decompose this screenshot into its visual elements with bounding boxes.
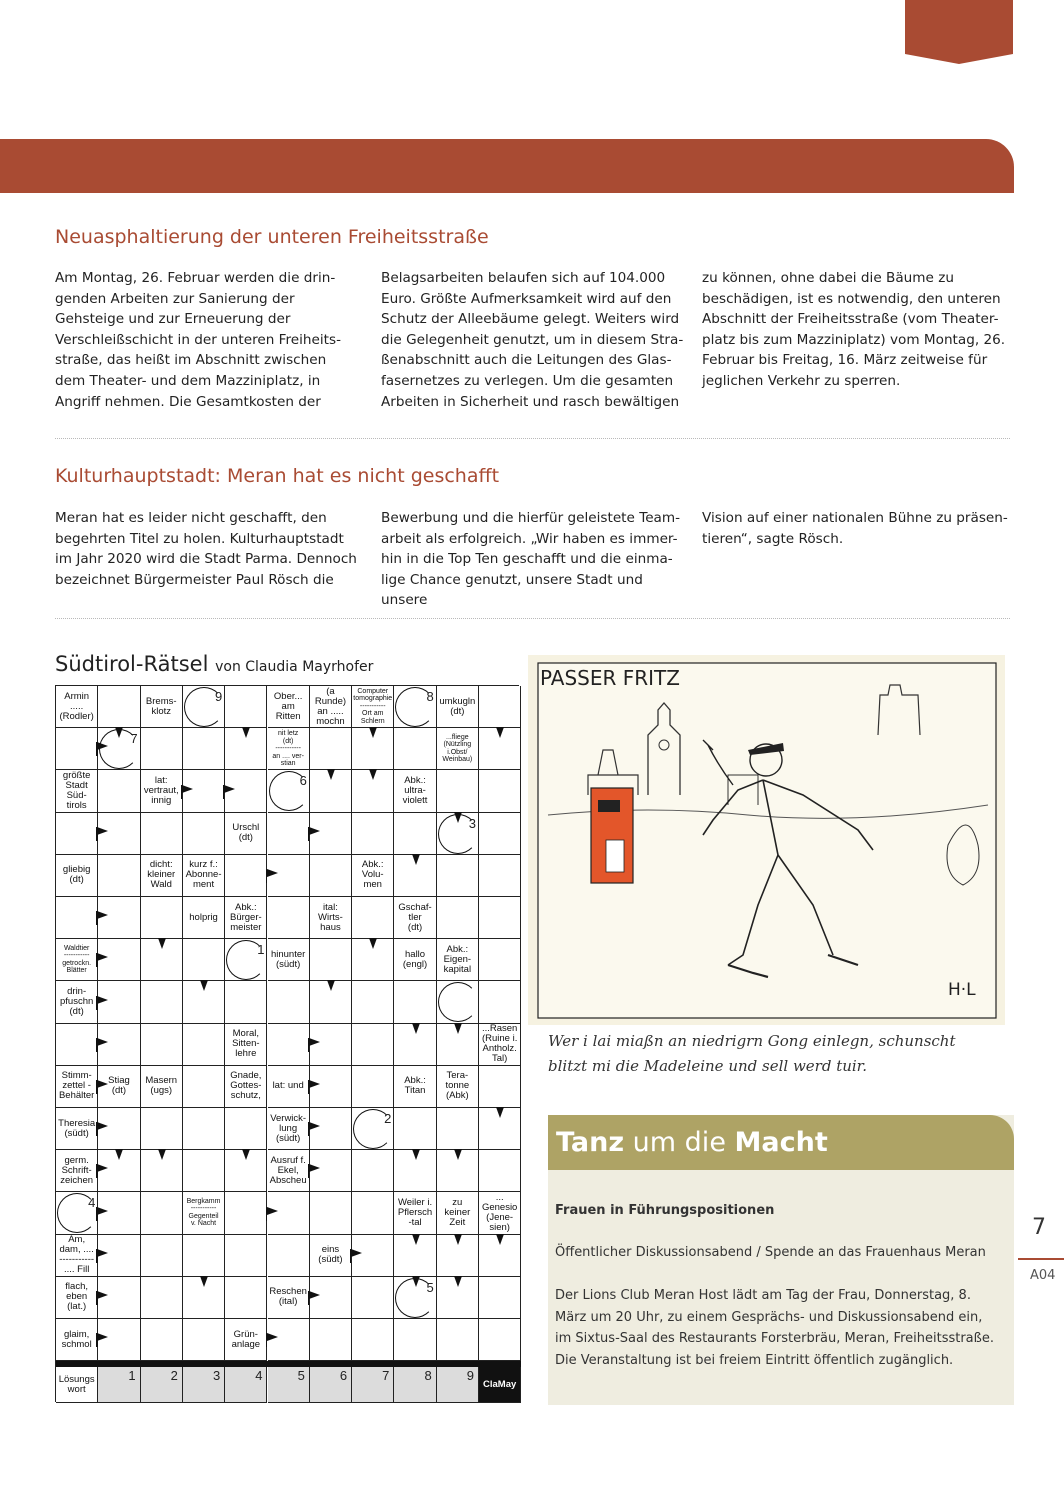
grid-cell — [310, 897, 352, 939]
grid-cell — [183, 855, 225, 897]
grid-cell — [225, 813, 267, 855]
grid-cell — [310, 1235, 352, 1277]
crossword-grid[interactable] — [55, 685, 519, 1402]
arrow-right-icon — [96, 1249, 97, 1263]
clue-text: ...Rasen (Ruine i. Antholz. Tal) — [481, 1023, 518, 1065]
clue-text: Ober... am Ritten — [273, 690, 303, 722]
arrow-down-icon — [454, 812, 462, 823]
clue-text: Abk.: ultra- violett — [402, 774, 428, 806]
arrow-down-icon — [454, 1023, 462, 1034]
arrow-right-icon — [266, 869, 267, 883]
clue-text: hinunter (südt) — [270, 948, 306, 970]
arrow-down-icon — [412, 1276, 420, 1287]
arrow-down-icon — [454, 1149, 462, 1160]
arrow-right-icon — [96, 1207, 97, 1221]
cartoon-signature: H·L — [948, 980, 976, 1000]
solution-cell[interactable] — [310, 1367, 352, 1403]
grid-cell — [141, 770, 183, 812]
solution-circle-number: 3 — [468, 815, 476, 831]
arrow-right-icon — [96, 953, 97, 967]
grid-cell[interactable] — [352, 897, 394, 939]
cartoon — [528, 655, 1005, 1025]
clue-text: Ausruf f. Ekel, Abscheu — [269, 1154, 307, 1186]
clue-text: (a Runde) an ..... mochn — [314, 685, 347, 727]
arrow-right-icon — [96, 1038, 97, 1052]
arrow-down-icon — [242, 1149, 250, 1160]
grid-cell — [183, 897, 225, 939]
cartoon-caption: Wer i lai miaßn an niedrigrn Gong einlegn, schunscht blitzt mi die Madeleine und sell werd tuir. — [548, 1032, 956, 1075]
grid-cell — [437, 686, 479, 728]
grid-cell[interactable] — [310, 1192, 352, 1234]
grid-cell — [56, 1235, 98, 1277]
clue-text: Abk.: Volu- men — [361, 859, 384, 891]
grid-cell — [56, 1150, 98, 1192]
clue-text: Armin ..... (Rodler) — [59, 690, 94, 722]
grid-cell — [268, 686, 310, 728]
grid-cell[interactable] — [479, 813, 521, 855]
grid-cell[interactable] — [225, 1277, 267, 1319]
article2-title: Kulturhauptstadt: Meran hat es nicht geschafft — [55, 465, 500, 487]
grid-cell[interactable] — [352, 1277, 394, 1319]
grid-cell — [56, 770, 98, 812]
grid-cell — [141, 686, 183, 728]
grid-cell[interactable] — [437, 1319, 479, 1361]
grid-cell[interactable] — [141, 813, 183, 855]
grid-cell[interactable] — [183, 1235, 225, 1277]
clue-text: zu keiner Zeit — [444, 1196, 471, 1228]
header-tab — [905, 0, 1013, 54]
arrow-down-icon — [412, 1234, 420, 1245]
arrow-right-icon — [96, 742, 97, 756]
solution-number: 8 — [424, 1368, 432, 1384]
grid-cell[interactable] — [394, 1108, 436, 1150]
solution-circle-number: 6 — [299, 773, 307, 789]
clue-text: größte Stadt Süd- tirols — [62, 769, 91, 811]
grid-cell — [394, 770, 436, 812]
solution-cell[interactable] — [183, 1367, 225, 1403]
grid-cell[interactable] — [310, 728, 352, 770]
article1-col2: Belagsarbeiten belaufen sich auf 104.000 Euro. Größte Aufmerksamkeit wird auf den Schutz der Alleebäume gelegt. Weiters wird die Gelegenheit genutzt, um in diesem Stra- ßenabschnitt auch die Leitungen des Glas- fasernetzes zu verlegen. Um die gesamten Arbeiten in Sicherheit und rasch bewältigen — [381, 270, 684, 410]
grid-cell[interactable] — [352, 1024, 394, 1066]
puzzle-title-text: Südtirol-Rätsel — [55, 652, 209, 676]
cartoon-drawing — [528, 655, 1005, 1025]
grid-cell[interactable] — [56, 813, 98, 855]
grid-cell[interactable] — [225, 686, 267, 728]
grid-cell[interactable] — [268, 1235, 310, 1277]
grid-cell[interactable] — [141, 1235, 183, 1277]
arrow-down-icon — [369, 938, 377, 949]
article1-title: Neuasphaltierung der unteren Freiheitsstraße — [55, 226, 489, 248]
grid-cell[interactable] — [352, 1319, 394, 1361]
grid-cell[interactable] — [310, 855, 352, 897]
clue-text: ...fliege (Nützling i.Obst/ Weinbau) — [442, 733, 473, 764]
arrow-right-icon — [96, 996, 97, 1010]
arrow-right-icon — [308, 1164, 309, 1178]
grid-cell — [352, 855, 394, 897]
solution-circle-number: 1 — [257, 942, 265, 958]
solution-circle-number: 4 — [88, 1195, 96, 1211]
grid-cell — [394, 939, 436, 981]
arrow-down-icon — [115, 1149, 123, 1160]
grid-cell[interactable] — [183, 686, 225, 728]
grid-cell[interactable] — [56, 1192, 98, 1234]
grid-cell — [394, 897, 436, 939]
grid-cell — [268, 728, 310, 770]
arrow-down-icon — [496, 727, 504, 738]
grid-cell — [394, 1192, 436, 1234]
clue-text: umkugln (dt) — [439, 695, 476, 717]
grid-cell[interactable] — [141, 1277, 183, 1319]
event-body: Der Lions Club Meran Host lädt am Tag der Frau, Donnerstag, 8. März um 20 Uhr, zu einem Gesprächs- und Diskussionsabend ein, im Sixtus-Saal des Restaurants Forsterbräu, Meran, Freiheitsstraße. Die Veranstaltung ist bei freiem Eintritt öffentlich zugänglich. — [555, 1288, 994, 1368]
grid-cell[interactable] — [437, 1108, 479, 1150]
grid-cell[interactable] — [141, 1192, 183, 1234]
arrow-down-icon — [200, 980, 208, 991]
grid-cell — [268, 1150, 310, 1192]
grid-cell[interactable] — [56, 897, 98, 939]
brand-label: ClaMay — [483, 1378, 517, 1390]
solution-cell[interactable] — [352, 1367, 394, 1403]
grid-cell — [225, 897, 267, 939]
clue-text: glaim, schmol — [61, 1328, 92, 1350]
grid-cell[interactable] — [479, 981, 521, 1023]
solution-circle-number: 5 — [426, 1279, 434, 1295]
solution-circle-number: 9 — [214, 689, 223, 704]
grid-cell[interactable] — [394, 981, 436, 1023]
arrow-down-icon — [327, 769, 335, 780]
solution-cell — [479, 1367, 521, 1403]
grid-cell[interactable] — [141, 728, 183, 770]
arrow-down-icon — [158, 1149, 166, 1160]
clue-text: Brems- klotz — [145, 695, 177, 717]
grid-cell[interactable] — [225, 981, 267, 1023]
arrow-down-icon — [242, 727, 250, 738]
grid-cell — [56, 939, 98, 981]
grid-cell[interactable] — [352, 1192, 394, 1234]
clue-text: Waldtier ----------- getrockn. Blätter — [62, 944, 92, 975]
grid-cell[interactable] — [437, 981, 479, 1023]
grid-cell[interactable] — [394, 728, 436, 770]
grid-cell[interactable] — [352, 981, 394, 1023]
article1-col1: Am Montag, 26. Februar werden die drin- genden Arbeiten zur Sanierung der Gehsteige und zur Erneuerung der Verschleißschicht in der unteren Freiheits- straße, das heißt im Abschnitt zwischen dem Theater- und dem Mazziniplatz, in Angriff nehmen. Die Gesamtkosten der — [55, 270, 341, 410]
arrow-down-icon — [496, 1107, 504, 1118]
arrow-right-icon — [308, 1038, 309, 1052]
grid-cell — [56, 981, 98, 1023]
grid-cell[interactable] — [310, 1319, 352, 1361]
arrow-right-icon — [96, 1080, 97, 1094]
grid-cell[interactable] — [394, 1319, 436, 1361]
grid-cell[interactable] — [183, 1150, 225, 1192]
clue-text: drin- pfuschn (dt) — [60, 985, 94, 1017]
clue-text: eins (südt) — [318, 1244, 343, 1266]
clue-text: Grün- anlage — [231, 1328, 261, 1350]
divider — [55, 618, 1010, 619]
page-code: A04 — [1030, 1268, 1056, 1283]
arrow-down-icon — [200, 1276, 208, 1287]
clue-text: Verwick- lung (südt) — [270, 1112, 307, 1144]
clue-text: Tera- tonne (Abk) — [445, 1070, 470, 1102]
grid-cell[interactable] — [310, 939, 352, 981]
grid-cell[interactable] — [225, 1108, 267, 1150]
grid-cell[interactable] — [183, 1319, 225, 1361]
grid-cell[interactable] — [437, 897, 479, 939]
grid-cell[interactable] — [98, 855, 140, 897]
clue-text: Moral, Sitten- lehre — [232, 1028, 260, 1060]
clue-text: ital: Wirts- haus — [318, 901, 343, 933]
event-title: Tanz um die Macht — [556, 1127, 828, 1158]
article1-col3: zu können, ohne dabei die Bäume zu beschädigen, ist es notwendig, den unteren Abschnitt der Freiheitsstraße (vom Theater- platz bis zum Mazziniplatz) vom Montag, 26. Februar bis Freitag, 16. März zeitweise für jeglichen Verkehr zu sperren. — [702, 270, 1006, 389]
clue-text: lat: und — [272, 1080, 304, 1092]
arrow-right-icon — [266, 1207, 267, 1221]
grid-cell — [437, 939, 479, 981]
arrow-right-icon — [96, 1122, 97, 1136]
arrow-down-icon — [412, 854, 420, 865]
clue-text: Reschen (ital) — [269, 1286, 307, 1308]
article2-col3: Vision auf einer nationalen Bühne zu präsen- tieren“, sagte Rösch. — [702, 510, 1008, 547]
grid-cell[interactable] — [268, 1024, 310, 1066]
solution-number: 5 — [297, 1368, 305, 1384]
solution-circle-number: 8 — [426, 689, 434, 704]
grid-cell — [268, 939, 310, 981]
grid-cell[interactable] — [268, 897, 310, 939]
clue-text: flach, eben (lat.) — [65, 1281, 88, 1313]
clue-text: Urschl (dt) — [232, 822, 260, 844]
arrow-down-icon — [115, 727, 123, 738]
page-rule — [1018, 1258, 1064, 1260]
clue-text: nit letz (dt) ----------- an .... ver- stian — [272, 730, 304, 768]
grid-cell[interactable] — [479, 897, 521, 939]
solution-cell[interactable] — [141, 1367, 183, 1403]
grid-cell — [437, 1192, 479, 1234]
grid-cell[interactable] — [56, 728, 98, 770]
arrow-right-icon — [308, 1122, 309, 1136]
arrow-down-icon — [496, 1234, 504, 1245]
grid-cell[interactable] — [225, 1192, 267, 1234]
grid-cell[interactable] — [141, 1108, 183, 1150]
grid-cell[interactable] — [479, 1150, 521, 1192]
clue-text: hallo (engl) — [402, 948, 428, 970]
event-line1: Öffentlicher Diskussionsabend / Spende an das Frauenhaus Meran — [555, 1245, 986, 1260]
solution-cell[interactable] — [268, 1367, 310, 1403]
grid-cell[interactable] — [183, 1024, 225, 1066]
arrow-right-icon — [308, 1080, 309, 1094]
solution-number: 7 — [382, 1368, 390, 1384]
solution-cell — [56, 1367, 98, 1403]
grid-cell[interactable] — [225, 855, 267, 897]
grid-cell[interactable] — [394, 686, 436, 728]
solution-cell[interactable] — [225, 1367, 267, 1403]
grid-cell — [225, 1024, 267, 1066]
grid-cell[interactable] — [437, 770, 479, 812]
clue-text: Computer tomographie ----------- Ort am Schlern — [353, 687, 393, 725]
solution-circle-number: 2 — [384, 1111, 392, 1126]
grid-cell[interactable] — [141, 981, 183, 1023]
grid-cell[interactable] — [268, 770, 310, 812]
grid-cell[interactable] — [352, 813, 394, 855]
grid-cell[interactable] — [56, 1024, 98, 1066]
grid-cell — [225, 1066, 267, 1108]
grid-cell — [56, 1108, 98, 1150]
grid-cell[interactable] — [479, 1277, 521, 1319]
cartoon-title: PASSER FRITZ — [540, 666, 680, 690]
grid-cell[interactable] — [352, 1108, 394, 1150]
article2-col1: Meran hat es leider nicht geschafft, den begehrten Titel zu holen. Kulturhauptstadt im Jahr 2020 wird die Stadt Parma. Dennoch bezeichnet Bürgermeister Paul Rösch die — [55, 510, 357, 588]
puzzle-title — [55, 652, 373, 676]
clue-text: Stiag (dt) — [108, 1075, 130, 1097]
grid-cell[interactable] — [268, 981, 310, 1023]
clue-text: lat: vertraut, innig — [143, 774, 179, 806]
clue-text: ... Genesio (Jene- sien) — [481, 1191, 518, 1233]
grid-cell[interactable] — [183, 728, 225, 770]
grid-cell — [437, 728, 479, 770]
clue-text: holprig — [189, 911, 218, 923]
solution-circle-number: 7 — [130, 731, 138, 747]
grid-cell[interactable] — [98, 770, 140, 812]
grid-cell[interactable] — [225, 1235, 267, 1277]
clue-text: Theresia (südt) — [58, 1117, 96, 1139]
solution-number: 1 — [128, 1368, 136, 1384]
grid-cell[interactable] — [183, 813, 225, 855]
arrow-down-icon — [158, 938, 166, 949]
puzzle-byline: von Claudia Mayrhofer — [215, 659, 374, 675]
grid-cell[interactable] — [479, 1319, 521, 1361]
clue-text: Gnade, Gottes- schutz, — [230, 1070, 262, 1102]
arrow-right-icon — [266, 1333, 267, 1347]
grid-cell[interactable] — [479, 855, 521, 897]
arrow-down-icon — [412, 1023, 420, 1034]
solution-cell[interactable] — [98, 1367, 140, 1403]
arrow-down-icon — [454, 1276, 462, 1287]
solution-number: 6 — [339, 1368, 348, 1384]
arrow-down-icon — [327, 980, 335, 991]
grid-cell — [56, 1319, 98, 1361]
grid-cell — [56, 686, 98, 728]
grid-cell[interactable] — [183, 939, 225, 981]
arrow-right-icon — [96, 1333, 97, 1347]
grid-cell[interactable] — [479, 1066, 521, 1108]
clue-text: Abk.: Eigen- kapital — [443, 943, 472, 975]
grid-cell — [394, 1066, 436, 1108]
grid-cell[interactable] — [437, 855, 479, 897]
arrow-down-icon — [412, 1149, 420, 1160]
arrow-right-icon — [96, 1291, 97, 1305]
solution-number: 9 — [466, 1368, 474, 1384]
arrow-down-icon — [369, 769, 377, 780]
grid-cell[interactable] — [479, 939, 521, 981]
clue-text: dicht: kleiner Wald — [147, 859, 176, 891]
clue-text: Gschaf- tler (dt) — [398, 901, 432, 933]
grid-cell[interactable] — [479, 686, 521, 728]
arrow-right-icon — [350, 1249, 351, 1263]
clue-text: Bergkamm ----------- Gegenteil v. Nacht — [186, 1197, 221, 1228]
grid-cell[interactable] — [183, 1066, 225, 1108]
grid-cell — [479, 1192, 521, 1234]
arrow-right-icon — [96, 911, 97, 925]
grid-cell[interactable] — [141, 1024, 183, 1066]
grid-cell — [268, 1277, 310, 1319]
arrow-down-icon — [454, 1234, 462, 1245]
clue-text: gliebig (dt) — [62, 864, 91, 886]
grid-cell — [56, 1066, 98, 1108]
grid-cell — [56, 855, 98, 897]
grid-cell — [141, 1066, 183, 1108]
grid-cell — [352, 686, 394, 728]
grid-cell — [225, 1319, 267, 1361]
grid-cell — [183, 1192, 225, 1234]
clue-text: Abk.: Titan — [404, 1075, 426, 1097]
solution-circle — [438, 982, 478, 1022]
clue-text: kurz f.: Abonne- ment — [185, 859, 222, 891]
grid-cell[interactable] — [352, 1150, 394, 1192]
grid-cell[interactable] — [141, 1319, 183, 1361]
event-subtitle: Frauen in Führungspositionen — [555, 1203, 775, 1218]
article2-col2: Bewerbung und die hierfür geleistete Team- arbeit als erfolgreich. „Wir haben es immer- hin in die Top Ten geschafft und die einma- lige Chance genutzt, unsere Stadt und unsere — [381, 510, 681, 609]
grid-cell — [479, 1024, 521, 1066]
arrow-right-icon — [223, 785, 224, 799]
arrow-right-icon — [308, 827, 309, 841]
arrow-down-icon — [369, 727, 377, 738]
divider — [55, 438, 1010, 439]
page-number: 7 — [1032, 1215, 1046, 1240]
clue-text: Weiler i. Pflersch -tal — [397, 1196, 433, 1228]
solution-number: 3 — [212, 1368, 221, 1384]
grid-cell[interactable] — [479, 770, 521, 812]
header-banner — [0, 139, 1014, 193]
grid-cell — [268, 1066, 310, 1108]
grid-cell[interactable] — [352, 1066, 394, 1108]
solution-number: 4 — [255, 1368, 263, 1384]
clue-text: Masern (ugs) — [145, 1075, 178, 1097]
grid-cell — [268, 1108, 310, 1150]
solution-cell[interactable] — [394, 1367, 436, 1403]
grid-cell[interactable] — [268, 813, 310, 855]
grid-cell — [56, 1277, 98, 1319]
event-box-header — [548, 1115, 1014, 1170]
clue-text: Abk.: Bürger- meister — [229, 901, 262, 933]
grid-cell[interactable] — [394, 813, 436, 855]
grid-cell — [310, 686, 352, 728]
clue-text: germ. Schrift- zeichen — [60, 1154, 94, 1186]
arrow-right-icon — [96, 827, 97, 841]
clue-text: Am, dam, .... ----------- .... Fill — [59, 1234, 95, 1276]
grid-cell — [141, 855, 183, 897]
solution-number: 2 — [170, 1368, 178, 1384]
arrow-right-icon — [181, 785, 182, 799]
clue-text: Stimm- zettel - Behälter — [58, 1070, 95, 1102]
arrow-right-icon — [308, 1291, 309, 1305]
grid-cell — [437, 1066, 479, 1108]
grid-cell[interactable] — [141, 897, 183, 939]
grid-cell[interactable] — [225, 939, 267, 981]
grid-cell[interactable] — [98, 686, 140, 728]
grid-cell[interactable] — [183, 1108, 225, 1150]
solution-label: Lösungs wort — [58, 1373, 95, 1395]
arrow-right-icon — [96, 1164, 97, 1178]
solution-cell[interactable] — [437, 1367, 479, 1403]
